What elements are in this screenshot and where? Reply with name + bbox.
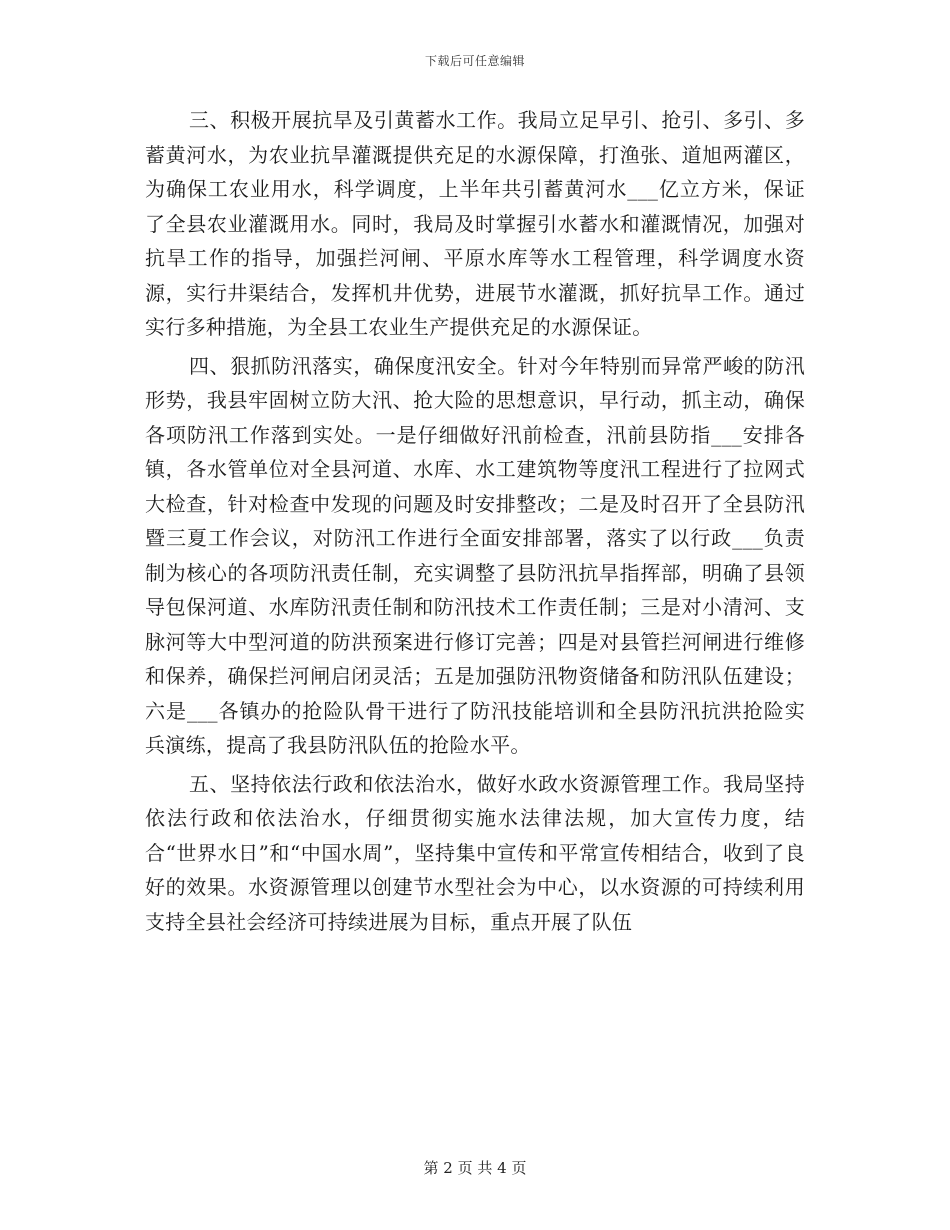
paragraph-flood-control: 四、狠抓防汛落实，确保度汛安全。针对今年特别而异常严峻的防汛形势，我县牢固树立防大汛、抢大险的思想意识，早行动，抓主动，确保各项防汛工作落到实处。一是仔细做好汛前检查，汛前县防指___安排各镇，各水管单位对全县河道、水库、水工建筑物等度汛工程进行了拉网式大检查，针对检查中发现的问题及时安排整改；二是及时召开了全县防汛暨三夏工作会议，对防汛工作进行全面安排部署，落实了以行政___负责制为核心的各项防汛责任制，充实调整了县防汛抗旱指挥部，明确了县领导包保河道、水库防汛责任制和防汛技术工作责任制；三是对小清河、支脉河等大中型河道的防洪预案进行修订完善；四是对县管拦河闸进行维修和保养，确保拦河闸启闭灵活；五是加强防汛物资储备和防汛队伍建设；六是___各镇办的抢险队骨干进行了防汛技能培训和全县防汛抗洪抢险实兵演练，提高了我县防汛队伍的抢险水平。 [145,353,805,757]
document-body [145,103,805,943]
paragraph-water-administration: 五、坚持依法行政和依法治水，做好水政水资源管理工作。我局坚持依法行政和依法治水，仔细贯彻实施水法律法规，加大宣传力度，结合“世界水日”和“中国水周”，坚持集中宣传和平常宣传相结合，收到了良好的效果。水资源管理以创建节水型社会为中心，以水资源的可持续利用支持全县社会经济可持续进展为目标，重点开展了队伍 [145,771,805,934]
page-header-note: 下载后可任意编辑 [424,54,525,68]
page-number: 第 2 页 共 4 页 [423,1159,527,1177]
paragraph-drought-relief: 三、积极开展抗旱及引黄蓄水工作。我局立足早引、抢引、多引、多蓄黄河水，为农业抗旱灌溉提供充足的水源保障，打渔张、道旭两灌区，为确保工农业用水，科学调度，上半年共引蓄黄河水___亿立方米，保证了全县农业灌溉用水。同时，我局及时掌握引水蓄水和灌溉情况，加强对抗旱工作的指导，加强拦河闸、平原水库等水工程管理，科学调度水资源，实行井渠结合，发挥机井优势，进展节水灌溉，抓好抗旱工作。通过实行多种措施，为全县工农业生产提供充足的水源保证。 [145,108,805,339]
